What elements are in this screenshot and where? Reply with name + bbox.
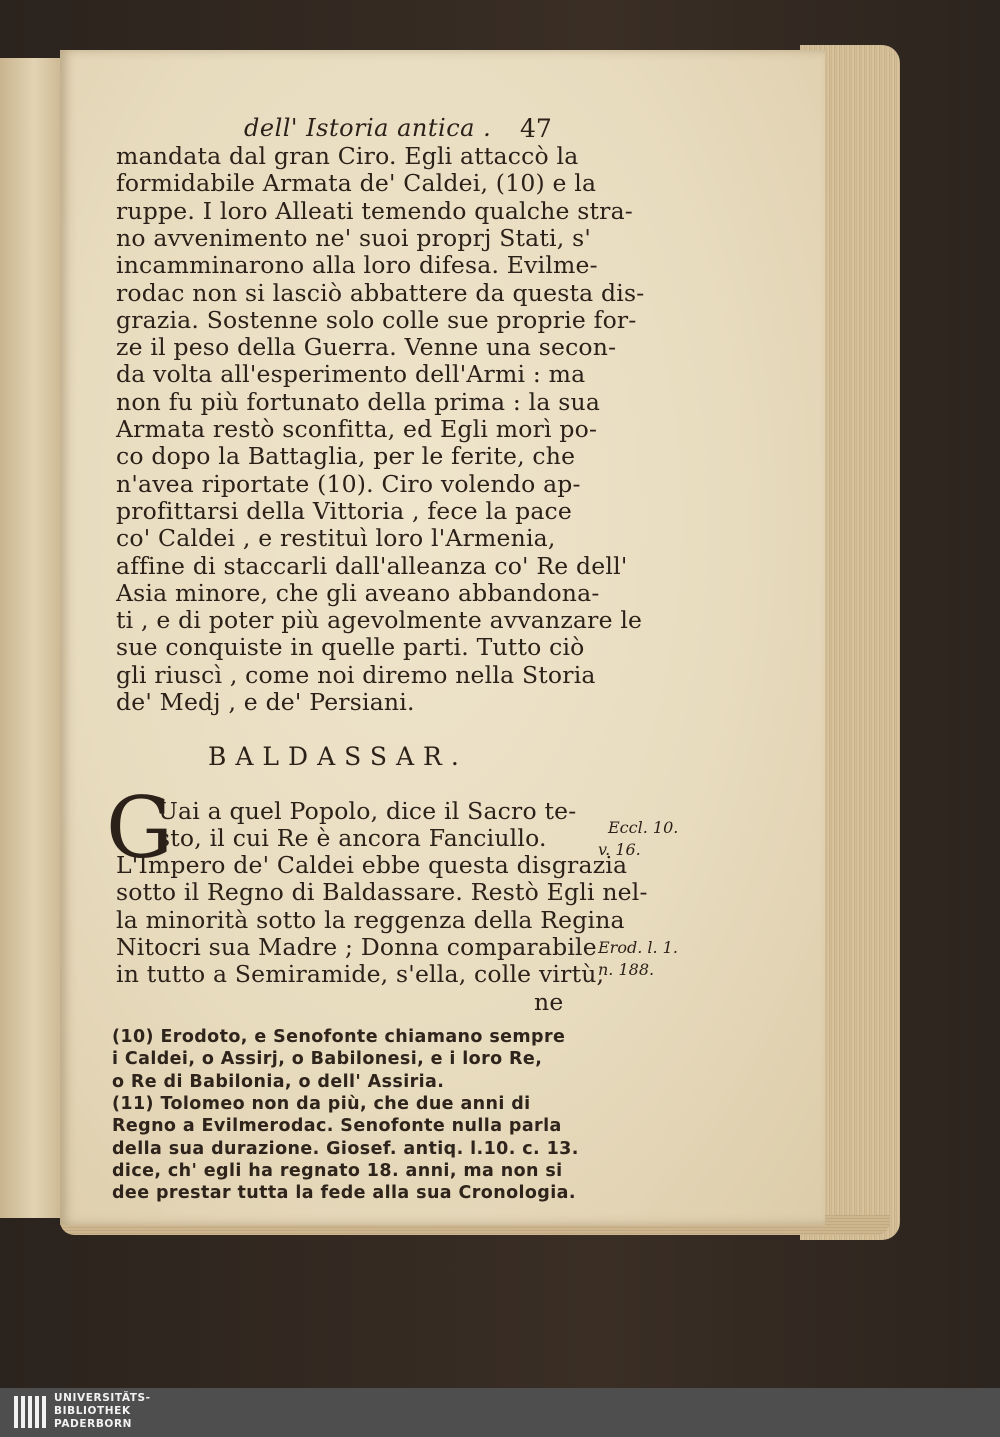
paragraph-1-line: da volta all'esperimento dell'Armi : ma: [116, 360, 586, 389]
paragraph-1-line: non fu più fortunato della prima : la sua: [116, 387, 601, 416]
paragraph-2-indented-line: sto, il cui Re è ancora Fanciullo.: [158, 824, 547, 853]
paragraph-2-line: in tutto a Semiramide, s'ella, colle virtù,: [116, 960, 605, 989]
paragraph-2-indented-line: Uai a quel Popolo, dice il Sacro te-: [158, 797, 577, 825]
paragraph-1-line: incamminarono alla loro difesa. Evilme-: [116, 251, 598, 280]
paragraph-1-line: no avvenimento ne' suoi proprj Stati, s': [116, 223, 591, 252]
footnote-line: o Re di Babilonia, o dell' Assiria.: [112, 1071, 445, 1092]
paragraph-2-line: Nitocri sua Madre ; Donna comparabile: [116, 932, 597, 961]
paragraph-2-line: L'Impero de' Caldei ebbe questa disgrazia: [116, 851, 628, 879]
paragraph-1-line: profittarsi della Vittoria , fece la pace: [116, 496, 573, 525]
footnote-line: Regno a Evilmerodac. Senofonte nulla parla: [112, 1116, 562, 1137]
footnote-line: dee prestar tutta la fede alla sua Cronologia.: [112, 1183, 576, 1204]
library-logo-icon: [12, 1392, 48, 1432]
catchword: ne: [534, 988, 564, 1016]
paragraph-1-line: rodac non si lasciò abbattere da questa dis-: [116, 278, 645, 307]
section-title: BALDASSAR.: [208, 742, 468, 771]
paragraph-2-line: sotto il Regno di Baldassare. Restò Egli nel-: [116, 878, 648, 907]
logo-text-line-2: BIBLIOTHEK: [54, 1405, 131, 1417]
paragraph-1-line: n'avea riportate (10). Ciro volendo ap-: [116, 469, 581, 498]
paragraph-1-line: affine di staccarli dall'alleanza co' Re dell': [116, 551, 628, 580]
footnote-line: della sua durazione. Giosef. antiq. l.10. c. 13.: [112, 1138, 579, 1159]
paragraph-1-line: de' Medj , e de' Persiani.: [116, 688, 415, 716]
paragraph-1-line: Asia minore, che gli aveano abbandona-: [116, 578, 600, 607]
paragraph-1-line: formidabile Armata de' Caldei, (10) e la: [116, 169, 597, 198]
paragraph-1-line: grazia. Sostenne solo colle sue proprie for-: [116, 305, 637, 334]
drop-cap: G: [106, 779, 174, 877]
paragraph-1-line: ruppe. I loro Alleati temendo qualche stra-: [116, 196, 633, 225]
margin-note-1-line2: v. 16.: [598, 840, 641, 859]
margin-note-2-line1: Erod. l. 1.: [598, 938, 678, 957]
logo-text-line-3: PADERBORN: [54, 1418, 133, 1430]
paragraph-1-line: co dopo la Battaglia, per le ferite, che: [116, 442, 576, 471]
paragraph-1-line: sue conquiste in quelle parti. Tutto ciò: [116, 633, 585, 662]
footnote-line: dice, ch' egli ha regnato 18. anni, ma non si: [112, 1160, 563, 1181]
paragraph-1-line: mandata dal gran Ciro. Egli attaccò la: [116, 142, 579, 170]
paragraph-2-line: la minorità sotto la reggenza della Regina: [116, 905, 625, 934]
paragraph-1-line: ze il peso della Guerra. Venne una secon-: [116, 333, 617, 362]
running-head: dell' Istoria antica .: [244, 114, 492, 142]
left-page-edge: [0, 58, 64, 1218]
paragraph-1-line: co' Caldei , e restituì loro l'Armenia,: [116, 524, 556, 553]
paragraph-1-line: ti , e di poter più agevolmente avvanzare le: [116, 606, 643, 635]
footnote-line: i Caldei, o Assirj, o Babilonesi, e i loro Re,: [112, 1049, 543, 1070]
page-number: 47: [520, 114, 552, 143]
paragraph-1-line: Armata restò sconfitta, ed Egli morì po-: [116, 415, 598, 443]
footnote-line: (10) Erodoto, e Senofonte chiamano sempre: [112, 1027, 566, 1047]
footnote-line: (11) Tolomeo non da più, che due anni di: [112, 1093, 531, 1114]
paragraph-1-line: gli riuscì , come noi diremo nella Storia: [116, 660, 596, 689]
margin-note-1-line1: Eccl. 10.: [608, 818, 679, 837]
margin-note-2-line2: n. 188.: [598, 960, 655, 979]
logo-text-line-1: UNIVERSITÄTS-: [54, 1392, 151, 1404]
